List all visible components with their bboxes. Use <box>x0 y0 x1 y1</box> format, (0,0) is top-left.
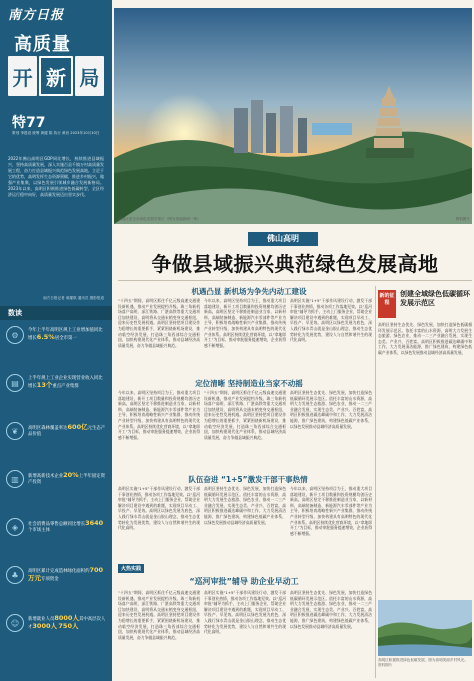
stat-text: 高明区累计完成造林绿化面积约 <box>28 569 90 574</box>
side-article-column: 高明区坚持生态优先、绿色发展，加快打造绿色低碳循环发展示范区。依托丰富的山水资源，高明大力发展生态旅游、绿色农业，推动一二三产业融合发展，实现生态美、产业兴、百姓富。高明区积极推进碳达峰碳中和工作，大力发展清洁能源，推广绿色建筑，构建绿色低碳产业体系，以绿色发展推动县域经济高质量发展。 <box>378 322 472 355</box>
side-caption-text: 高明区积极推进绿色低碳发展，图为高明美丽乡村风光。 <box>378 658 468 662</box>
credits: 策划 李建设 统筹 黄健 陈 执行 黄岩 2023年10月10日 <box>12 131 100 135</box>
stats-title: 数读 <box>0 306 112 320</box>
stat-figure: 6.5% <box>36 333 55 341</box>
column-name: 高质量 <box>14 34 71 55</box>
hero-photo <box>114 8 472 224</box>
article-column: “十四五”期间，高明区抓住千亿元级高速交通建设新机遇，推动产业发展提档升级。珠三角新机场落户高明，深江铁路、广湛高铁等重大交通项目加快建设，高明将从交通末梢变身交通枢纽，迎来历史性发展机遇。高明区坚持把项目建设作为稳增长的重要抓手，紧紧围绕新机场建设，推动临空经济发展，打造珠三角西部综合交通枢纽，加快构建现代化产业体系，推动县域经济高质量发展，奋力争做县域振兴典范。 <box>118 298 200 348</box>
stat-figure: 3000人 <box>32 622 57 630</box>
issue-number: 特77 <box>12 115 46 131</box>
stat-figure: 750人 <box>58 622 79 630</box>
hero-caption: 高明区是全市绿色发展引领区（图为美丽高明一角） <box>118 217 201 221</box>
stat-tail: 居全市第一 <box>54 336 77 341</box>
section-title: 队伍奋进 “1+5”激发干部干事热情 <box>188 475 308 484</box>
intro-text: 2022年佛山高明区GDP同比增长，持续推进县域振兴，坚持高质量发展，深入实施百县千镇万村高质量发展工程，奋力打造县域振兴典范绿色发展高地。立足于它的优势，高明发挥生态资源禀赋，推进乡村振兴，做强产业集聚，以绿色发展引领城乡融合发展新格局。2023年以来，高明区积极推进绿色低碳转型，全区经济运行稳中向好，高质量发展迈出坚实步伐。 <box>8 156 104 197</box>
stat-item <box>6 326 106 344</box>
main-headline: 争做县域振兴典范绿色发展高地 <box>151 252 439 276</box>
side-headline: 创建全域绿色低碳循环发展示范区 <box>400 290 470 307</box>
stat-text: 新增高新技术企业 <box>28 474 64 479</box>
stat-text: 今年上半年高明区规上工业增加值同比增长 <box>28 328 103 341</box>
factory-icon: ⚙ <box>6 326 24 344</box>
stat-list <box>0 322 112 681</box>
stat-text: 社会消费品零售总额同比增长 <box>28 522 86 527</box>
leaf-icon: ❦ <box>6 422 24 440</box>
article-column: 高明区坚持生态优先、绿色发展，加快打造绿色低碳循环发展示范区。依托丰富的山水资源，高明大力发展生态旅游、绿色农业，推动一二三产业融合发展，实现生态美、产业兴、百姓富。高明区积极推进碳达峰碳中和工作，大力发展清洁能源，推广绿色建筑，构建绿色低碳产业体系，以绿色发展推动县域经济高质量发展。 <box>204 486 286 525</box>
stat-text: 高明区森林覆盖率达 <box>28 426 68 431</box>
stat-item <box>6 422 106 440</box>
chart-icon: ▤ <box>6 374 24 392</box>
article-column: 今年以来，高明区坚持项目为王，推动重大项目落地建设，新开工项目数量和投资规模均创历史新高。高明区坚定不移推进制造业当家，以新材料、高端装备制造、新能源汽车零部件等产业为主导，积极培育战略性新兴产业集群，推动传统产业转型升级，加快构建具有高明特色的现代化产业体系。高明区持续优化营商环境，以“拿地即开工”为目标，推动审批服务提速增效，企业获得感不断增强。 <box>118 390 200 440</box>
tree-icon: ♣ <box>6 566 24 584</box>
article-column: 高明区坚持生态优先、绿色发展，加快打造绿色低碳循环发展示范区。依托丰富的山水资源，高明大力发展生态旅游、绿色农业，推动一二三产业融合发展，实现生态美、产业兴、百姓富。高明区积极推进碳达峰碳中和工作，大力发展清洁能源，推广绿色建筑，构建绿色低碳产业体系，以绿色发展推动县域经济高质量发展。 <box>290 390 372 429</box>
article-column: “十四五”期间，高明区抓住千亿元级高速交通建设新机遇，推动产业发展提档升级。珠三角新机场落户高明，深江铁路、广湛高铁等重大交通项目加快建设，高明将从交通末梢变身交通枢纽，迎来历史性发展机遇。高明区坚持把项目建设作为稳增长的重要抓手，紧紧围绕新机场建设，推动临空经济发展，打造珠三角西部综合交通枢纽，加快构建现代化产业体系，推动县域经济高质量发展，奋力争做县域振兴典范。 <box>118 590 200 640</box>
building-icon: ▥ <box>6 470 24 488</box>
stat-item <box>6 470 106 488</box>
stat-item <box>6 566 106 584</box>
section-title: “巡河审批”辅导 助企业早动工 <box>189 577 299 586</box>
column-divider <box>375 286 376 678</box>
side-tag: 新的征程 <box>378 290 396 318</box>
stat-figure: 3640 <box>85 519 104 527</box>
section-title: 机遇凸显 新机场为争先内动工建设 <box>191 287 307 296</box>
divider <box>118 280 472 281</box>
hero-credit: 资料图片 <box>455 217 470 221</box>
stat-text: 新增就业人员 <box>28 617 55 622</box>
side-photo <box>378 600 472 656</box>
masthead-logo: 南方日报 <box>8 8 65 23</box>
side-caption <box>378 658 472 668</box>
section-title: 定位清晰 坚持制造业当家不动摇 <box>195 379 303 388</box>
stat-tail: 重点产业集群 <box>52 384 79 389</box>
article-column: “十四五”期间，高明区抓住千亿元级高速交通建设新机遇，推动产业发展提档升级。珠三角新机场落户高明，深江铁路、广湛高铁等重大交通项目加快建设，高明将从交通末梢变身交通枢纽，迎来历史性发展机遇。高明区坚持把项目建设作为稳增长的重要抓手，紧紧围绕新机场建设，推动临空经济发展，打造珠三角西部综合交通枢纽，加快构建现代化产业体系，推动县域经济高质量发展，奋力争做县域振兴典范。 <box>204 390 286 440</box>
stat-figure: 8000人 <box>54 614 79 622</box>
section-label: 火热实践 <box>118 564 144 573</box>
stat-tail: 个市场主体 <box>28 528 50 533</box>
bag-icon: ◈ <box>6 518 24 536</box>
article-column: 高明区坚持生态优先、绿色发展，加快打造绿色低碳循环发展示范区。依托丰富的山水资源，高明大力发展生态旅游、绿色农业，推动一二三产业融合发展，实现生态美、产业兴、百姓富。高明区积极推进碳达峰碳中和工作，大力发展清洁能源，推广绿色建筑，构建绿色低碳产业体系，以绿色发展推动县域经济高质量发展。 <box>290 590 372 629</box>
sidebar <box>0 0 112 681</box>
main-content <box>114 0 474 681</box>
article-column: 今年以来，高明区坚持项目为王，推动重大项目落地建设，新开工项目数量和投资规模均创历史新高。高明区坚定不移推进制造业当家，以新材料、高端装备制造、新能源汽车零部件等产业为主导，积极培育战略性新兴产业集群，推动传统产业转型升级，加快构建具有高明特色的现代化产业体系。高明区持续优化营商环境，以“拿地即开工”为目标，推动审批服务提速增效，企业获得感不断增强。 <box>204 298 286 348</box>
stat-figure: 600亿 <box>67 423 88 431</box>
stat-item <box>6 374 106 392</box>
region-tag: 佛山高明 <box>248 232 318 246</box>
stat-figure: 13个 <box>36 381 53 389</box>
sidebar-photo-credit: 南方日报记者 戚耀琪 通讯员 摄影报道 <box>43 296 104 300</box>
people-icon: ☺ <box>6 614 24 632</box>
side-photo-credit: 资料图片 <box>378 663 393 667</box>
article-column: 高明区实施“1+5”干部作风建设行动，激发干部干事创业热情，推动各项工作落地见效。以“巡河审批”辅导为抓手，主动上门服务企业，帮助企业解决项目建设中遇到的难题，实现项目早动工、早投产、早见效。高明区以绿色发展为底色，深入践行绿水青山就是金山银山理念，推动生态优势转化为发展优势，建设人与自然和谐共生的现代化高明。 <box>118 486 200 531</box>
stat-figure: 20% <box>63 471 79 479</box>
column-char: 局 <box>75 56 104 96</box>
article-column: 高明区实施“1+5”干部作风建设行动，激发干部干事创业热情，推动各项工作落地见效。以“巡河审批”辅导为抓手，主动上门服务企业，帮助企业解决项目建设中遇到的难题，实现项目早动工、早投产、早见效。高明区以绿色发展为底色，深入践行绿水青山就是金山银山理念，推动生态优势转化为发展优势，建设人与自然和谐共生的现代化高明。 <box>204 590 286 635</box>
stat-tail: 其中高层次人才 <box>28 617 106 630</box>
stat-tail: 专项资金 <box>41 577 59 582</box>
article-column: 高明区实施“1+5”干部作风建设行动，激发干部干事创业热情，推动各项工作落地见效。以“巡河审批”辅导为抓手，主动上门服务企业，帮助企业解决项目建设中遇到的难题，实现项目早动工、早投产、早见效。高明区以绿色发展为底色，深入践行绿水青山就是金山银山理念，推动生态优势转化为发展优势，建设人与自然和谐共生的现代化高明。 <box>290 298 372 343</box>
landscape-image <box>378 600 472 656</box>
stat-item <box>6 614 106 632</box>
stat-item <box>6 518 106 536</box>
column-char: 新 <box>39 56 72 96</box>
stat-tail: 元生态产品价值 <box>28 426 106 437</box>
stat-figure: 700万元 <box>28 566 104 582</box>
column-char-blocks <box>8 56 104 96</box>
stat-text: 上半年规上工业企业实现营业收入同比增长 <box>28 376 103 389</box>
article-column: 今年以来，高明区坚持项目为王，推动重大项目落地建设，新开工项目数量和投资规模均创历史新高。高明区坚定不移推进制造业当家，以新材料、高端装备制造、新能源汽车零部件等产业为主导，积极培育战略性新兴产业集群，推动传统产业转型升级，加快构建具有高明特色的现代化产业体系。高明区持续优化营商环境，以“拿地即开工”为目标，推动审批服务提速增效，企业获得感不断增强。 <box>290 486 372 536</box>
stat-tail: 上半年固定资产投资 <box>28 474 106 485</box>
column-char: 开 <box>8 56 37 96</box>
city-skyline-image <box>114 8 472 224</box>
